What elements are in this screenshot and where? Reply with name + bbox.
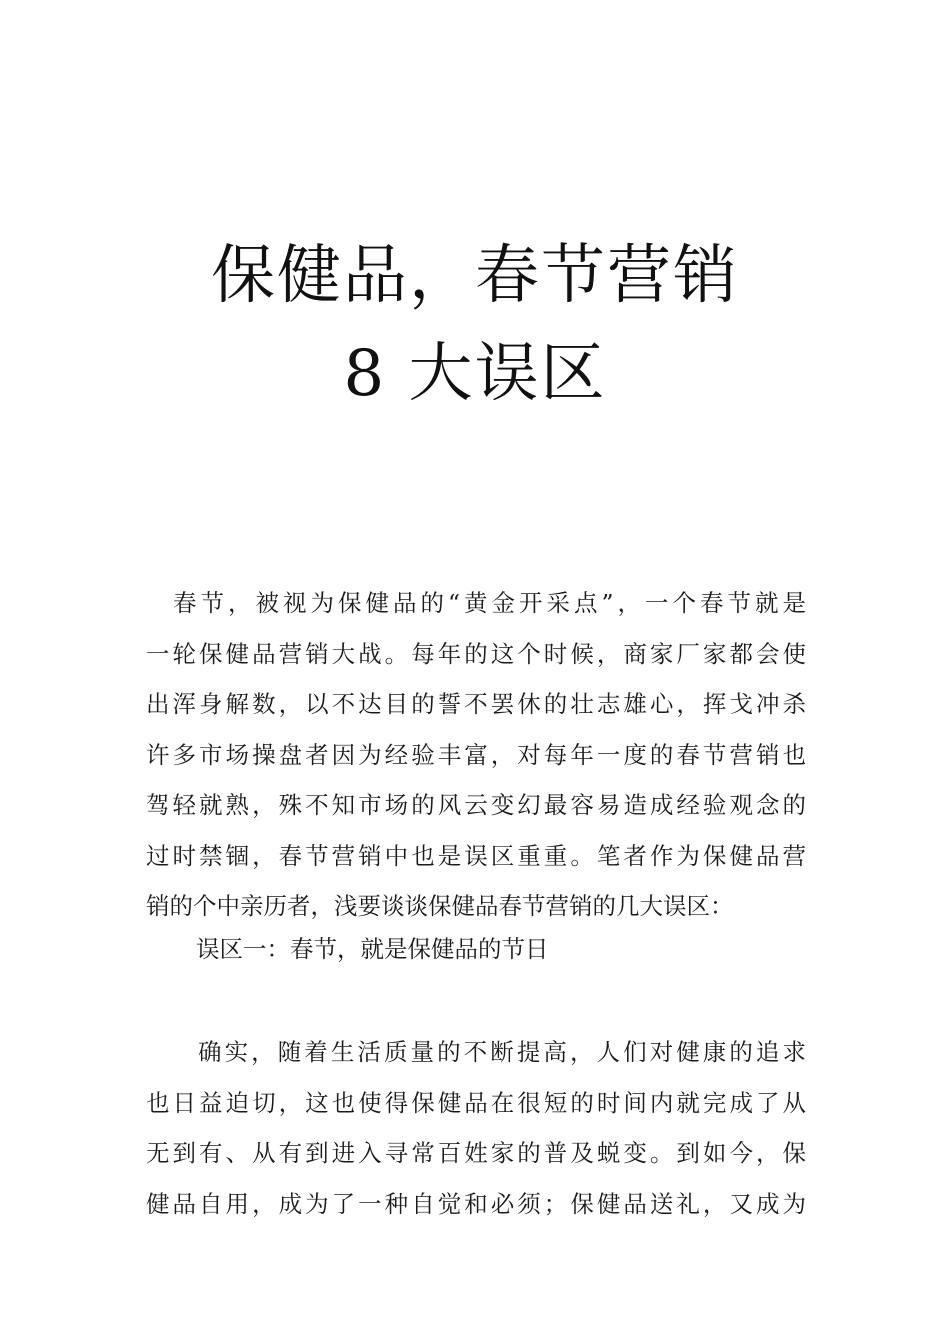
paragraph-line: 确实，随着生活质量的不断提高，人们对健康的追求 [198, 1038, 806, 1066]
paragraph-line: 一轮保健品营销大战。每年的这个时候，商家厂家都会使 [146, 639, 806, 668]
paragraph-line: 无到有、从有到进入寻常百姓家的普及蜕变。到如今，保 [146, 1139, 806, 1167]
paragraph-line: 销的个中亲历者，浅要谈谈保健品春节营销的几大误区： [146, 892, 734, 920]
paragraph-line: 出浑身解数，以不达目的誓不罢休的壮志雄心，挥戈冲杀 [146, 690, 806, 718]
paragraph-line: 许多市场操盘者因为经验丰富，对每年一度的春节营销也 [146, 740, 806, 769]
section-heading: 误区一：春节，就是保健品的节日 [196, 935, 549, 963]
intro-paragraph [146, 578, 806, 932]
section-paragraph [146, 1027, 806, 1229]
document-title-line-2: 8 大误区 [343, 337, 607, 411]
paragraph-line: 健品自用，成为了一种自觉和必须；保健品送礼，又成为 [146, 1189, 806, 1218]
document-title-line-1: 保健品，春节营销 [211, 239, 739, 313]
paragraph-line: 过时禁锢，春节营销中也是误区重重。笔者作为保健品营 [146, 841, 806, 870]
paragraph-line: 春节，被视为保健品的“黄金开采点”，一个春节就是 [173, 589, 806, 617]
paragraph-line: 驾轻就熟，殊不知市场的风云变幻最容易造成经验观念的 [146, 791, 806, 819]
paragraph-line: 也日益迫切，这也使得保健品在很短的时间内就完成了从 [146, 1088, 806, 1117]
